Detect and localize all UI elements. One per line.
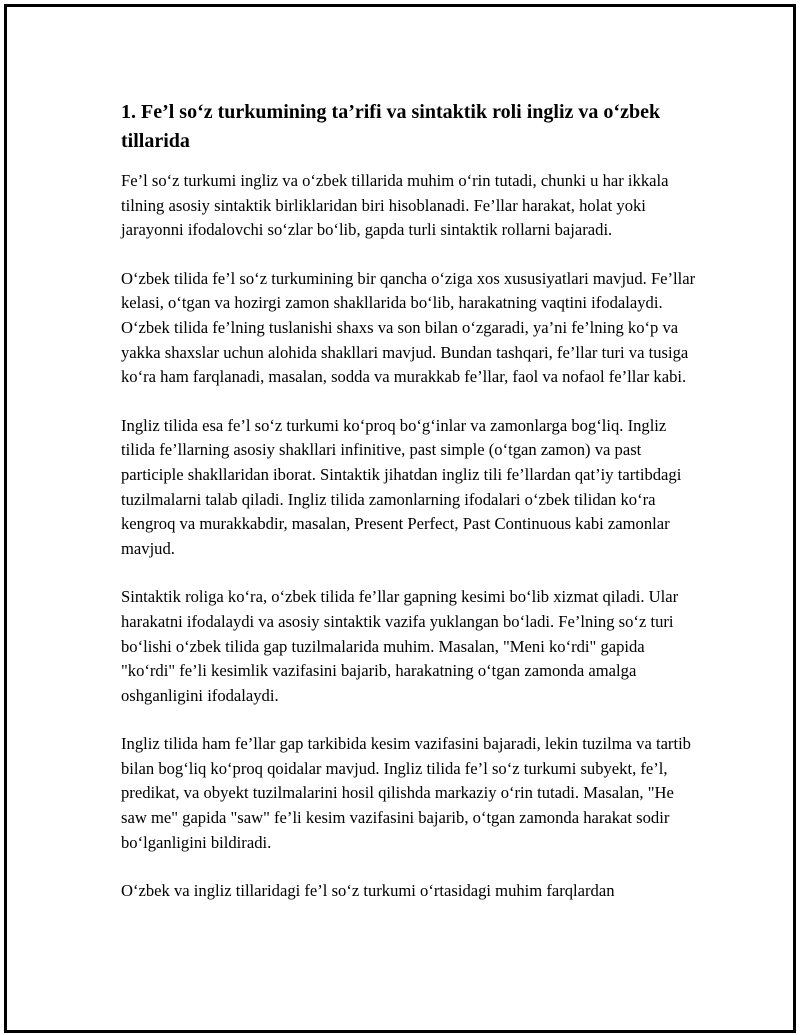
paragraph-6: O‘zbek va ingliz tillaridagi fe’l so‘z turkumi o‘rtasidagi muhim farqlardan bbox=[121, 881, 615, 901]
section-heading: 1. Fe’l so‘z turkumining ta’rifi va sintaktik roli ingliz va o‘zbek tillarida bbox=[121, 101, 661, 152]
paragraph-5: Ingliz tilida ham fe’llar gap tarkibida kesim vazifasini bajaradi, lekin tuzilma va tartib bilan bog‘liq ko‘proq qoidalar mavjud. Ingliz tilida fe’l so‘z turkumi subyekt, fe’l, predikat, va obyekt tuzilmalarini hosil qilishda markaziy o‘rin tutadi. Masalan, "He saw me" gapida "saw" fe’li kesim vazifasini bajarib, o‘tgan zamonda harakat sodir bo‘lganligini bildiradi. bbox=[121, 734, 691, 852]
page-frame bbox=[4, 4, 796, 1033]
paragraph-3: Ingliz tilida esa fe’l so‘z turkumi ko‘proq bo‘g‘inlar va zamonlarga bog‘liq. Ingliz tilida fe’llarning asosiy shakllari infinitive, past simple (o‘tgan zamon) va past participle shakllaridan iborat. Sintaktik jihatdan ingliz tili fe’llardan qat’iy tartibdagi tuzilmalarni talab qiladi. Ingliz tilida zamonlarning ifodalari o‘zbek tilidan ko‘ra kengroq va murakkabdir, masalan, Present Perfect, Past Continuous kabi zamonlar mavjud. bbox=[121, 415, 682, 558]
document-body bbox=[121, 98, 701, 928]
paragraph-4: Sintaktik roliga ko‘ra, o‘zbek tilida fe’llar gapning kesimi bo‘lib xizmat qiladi. Ular harakatni ifodalaydi va asosiy sintaktik vazifa yuklangan bo‘ladi. Fe’lning so‘z turi bo‘lishi o‘zbek tilida gap tuzilmalarida muhim. Masalan, "Meni ko‘rdi" gapida "ko‘rdi" fe’li kesimlik vazifasini bajarib, harakatning o‘tgan zamonda amalga oshganligini ifodalaydi. bbox=[121, 587, 679, 705]
paragraph-1: Fe’l so‘z turkumi ingliz va o‘zbek tillarida muhim o‘rin tutadi, chunki u har ikkala tilning asosiy sintaktik birliklaridan biri hisoblanadi. Fe’llar harakat, holat yoki jarayonni ifodalovchi so‘zlar bo‘lib, gapda turli sintaktik rollarni bajaradi. bbox=[121, 171, 669, 240]
paragraph-2: O‘zbek tilida fe’l so‘z turkumining bir qancha o‘ziga xos xususiyatlari mavjud. Fe’llar kelasi, o‘tgan va hozirgi zamon shakllarida bo‘lib, harakatning vaqtini ifodalaydi. O‘zbek tilida fe’lning tuslanishi shaxs va son bilan o‘zgaradi, ya’ni fe’lning ko‘p va yakka shaxslar uchun alohida shakllari mavjud. Bundan tashqari, fe’llar turi va tusiga ko‘ra ham farqlanadi, masalan, sodda va murakkab fe’llar, faol va nofaol fe’llar kabi. bbox=[121, 268, 696, 387]
